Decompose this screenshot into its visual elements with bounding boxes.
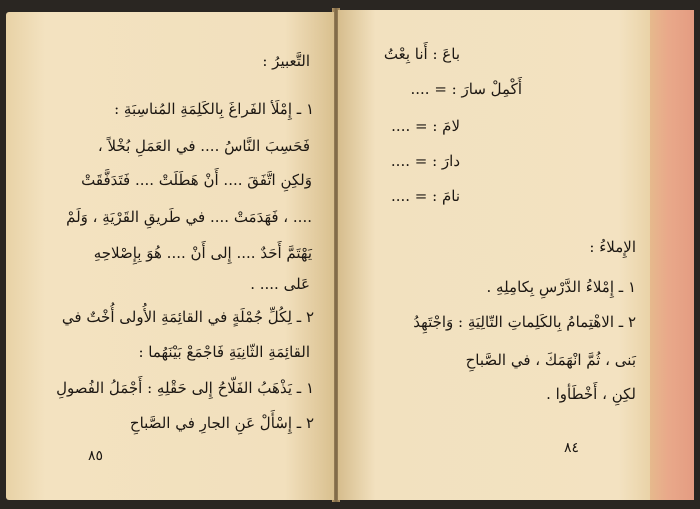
left-line: ٢ ـ إِسْأَلْ عَنِ الجارِ في الصَّباحِ (129, 414, 314, 432)
left-line: ١ ـ إِمْلَأ الفَراغَ بِالكَلِمَةِ المُناسِبَةِ : (114, 100, 314, 118)
left-line: ١ ـ يَذْهَبُ الفَلّاحُ إِلى حَقْلِهِ : أَجْمَلُ الفُصولِ (56, 379, 314, 397)
left-line: عَلى .... . (250, 275, 310, 293)
left-heading: التَّعبيرُ : (262, 52, 310, 70)
page-number: ٨٤ (564, 440, 580, 456)
verb-line: أَكْمِلْ سارَ : = .... (410, 80, 522, 98)
right-line: لكِنِ ، أَخْطَأوا . (546, 385, 636, 403)
left-line: يَهْتَمَّ أَحَدٌ .... إِلى أَنْ .... هُوَ بِإِصْلاحِهِ (93, 244, 312, 262)
right-heading: الإِملاءُ : (589, 238, 636, 256)
left-page (6, 12, 334, 500)
page-edge (650, 10, 694, 500)
left-line: فَحَسِبَ النَّاسُ .... في العَمَلِ بُخْلاً ، (97, 137, 310, 155)
right-page (338, 10, 650, 500)
right-line: ١ ـ إِمْلاءُ الدَّرْسِ بِكامِلِهِ . (486, 278, 636, 296)
verb-line: لامَ : = .... (391, 117, 460, 135)
right-line: ٢ ـ الاهْتِمامُ بِالكَلِماتِ التّالِيَةِ : وَاجْتَهِدُ (413, 313, 636, 331)
verb-line: نامَ : = .... (390, 187, 460, 205)
left-line: وَلكِنِ اتَّفَقَ .... أَنْ هَطَلَتْ .... فَتَدَفَّقَتْ (81, 171, 312, 189)
left-line: القائِمَةِ الثّانِيَةِ فَاجْمَعْ بَيْنَهُما : (138, 343, 310, 361)
verb-line: باعَ : أَنا بِعْتُ (383, 45, 460, 63)
left-line: .... ، فَهَدَمَتْ .... في طَريقِ القَرْيَةِ ، وَلَمْ (66, 208, 312, 226)
right-line: بَنى ، ثُمَّ انْهَمَكَ ، في الصَّباحِ (465, 351, 636, 369)
verb-line: دارَ : = .... (390, 152, 460, 170)
page-number: ٨٥ (88, 448, 104, 464)
left-line: ٢ ـ لِكُلِّ جُمْلَةٍ في القائِمَةِ الأُولى أُخْتٌ في (61, 308, 314, 326)
